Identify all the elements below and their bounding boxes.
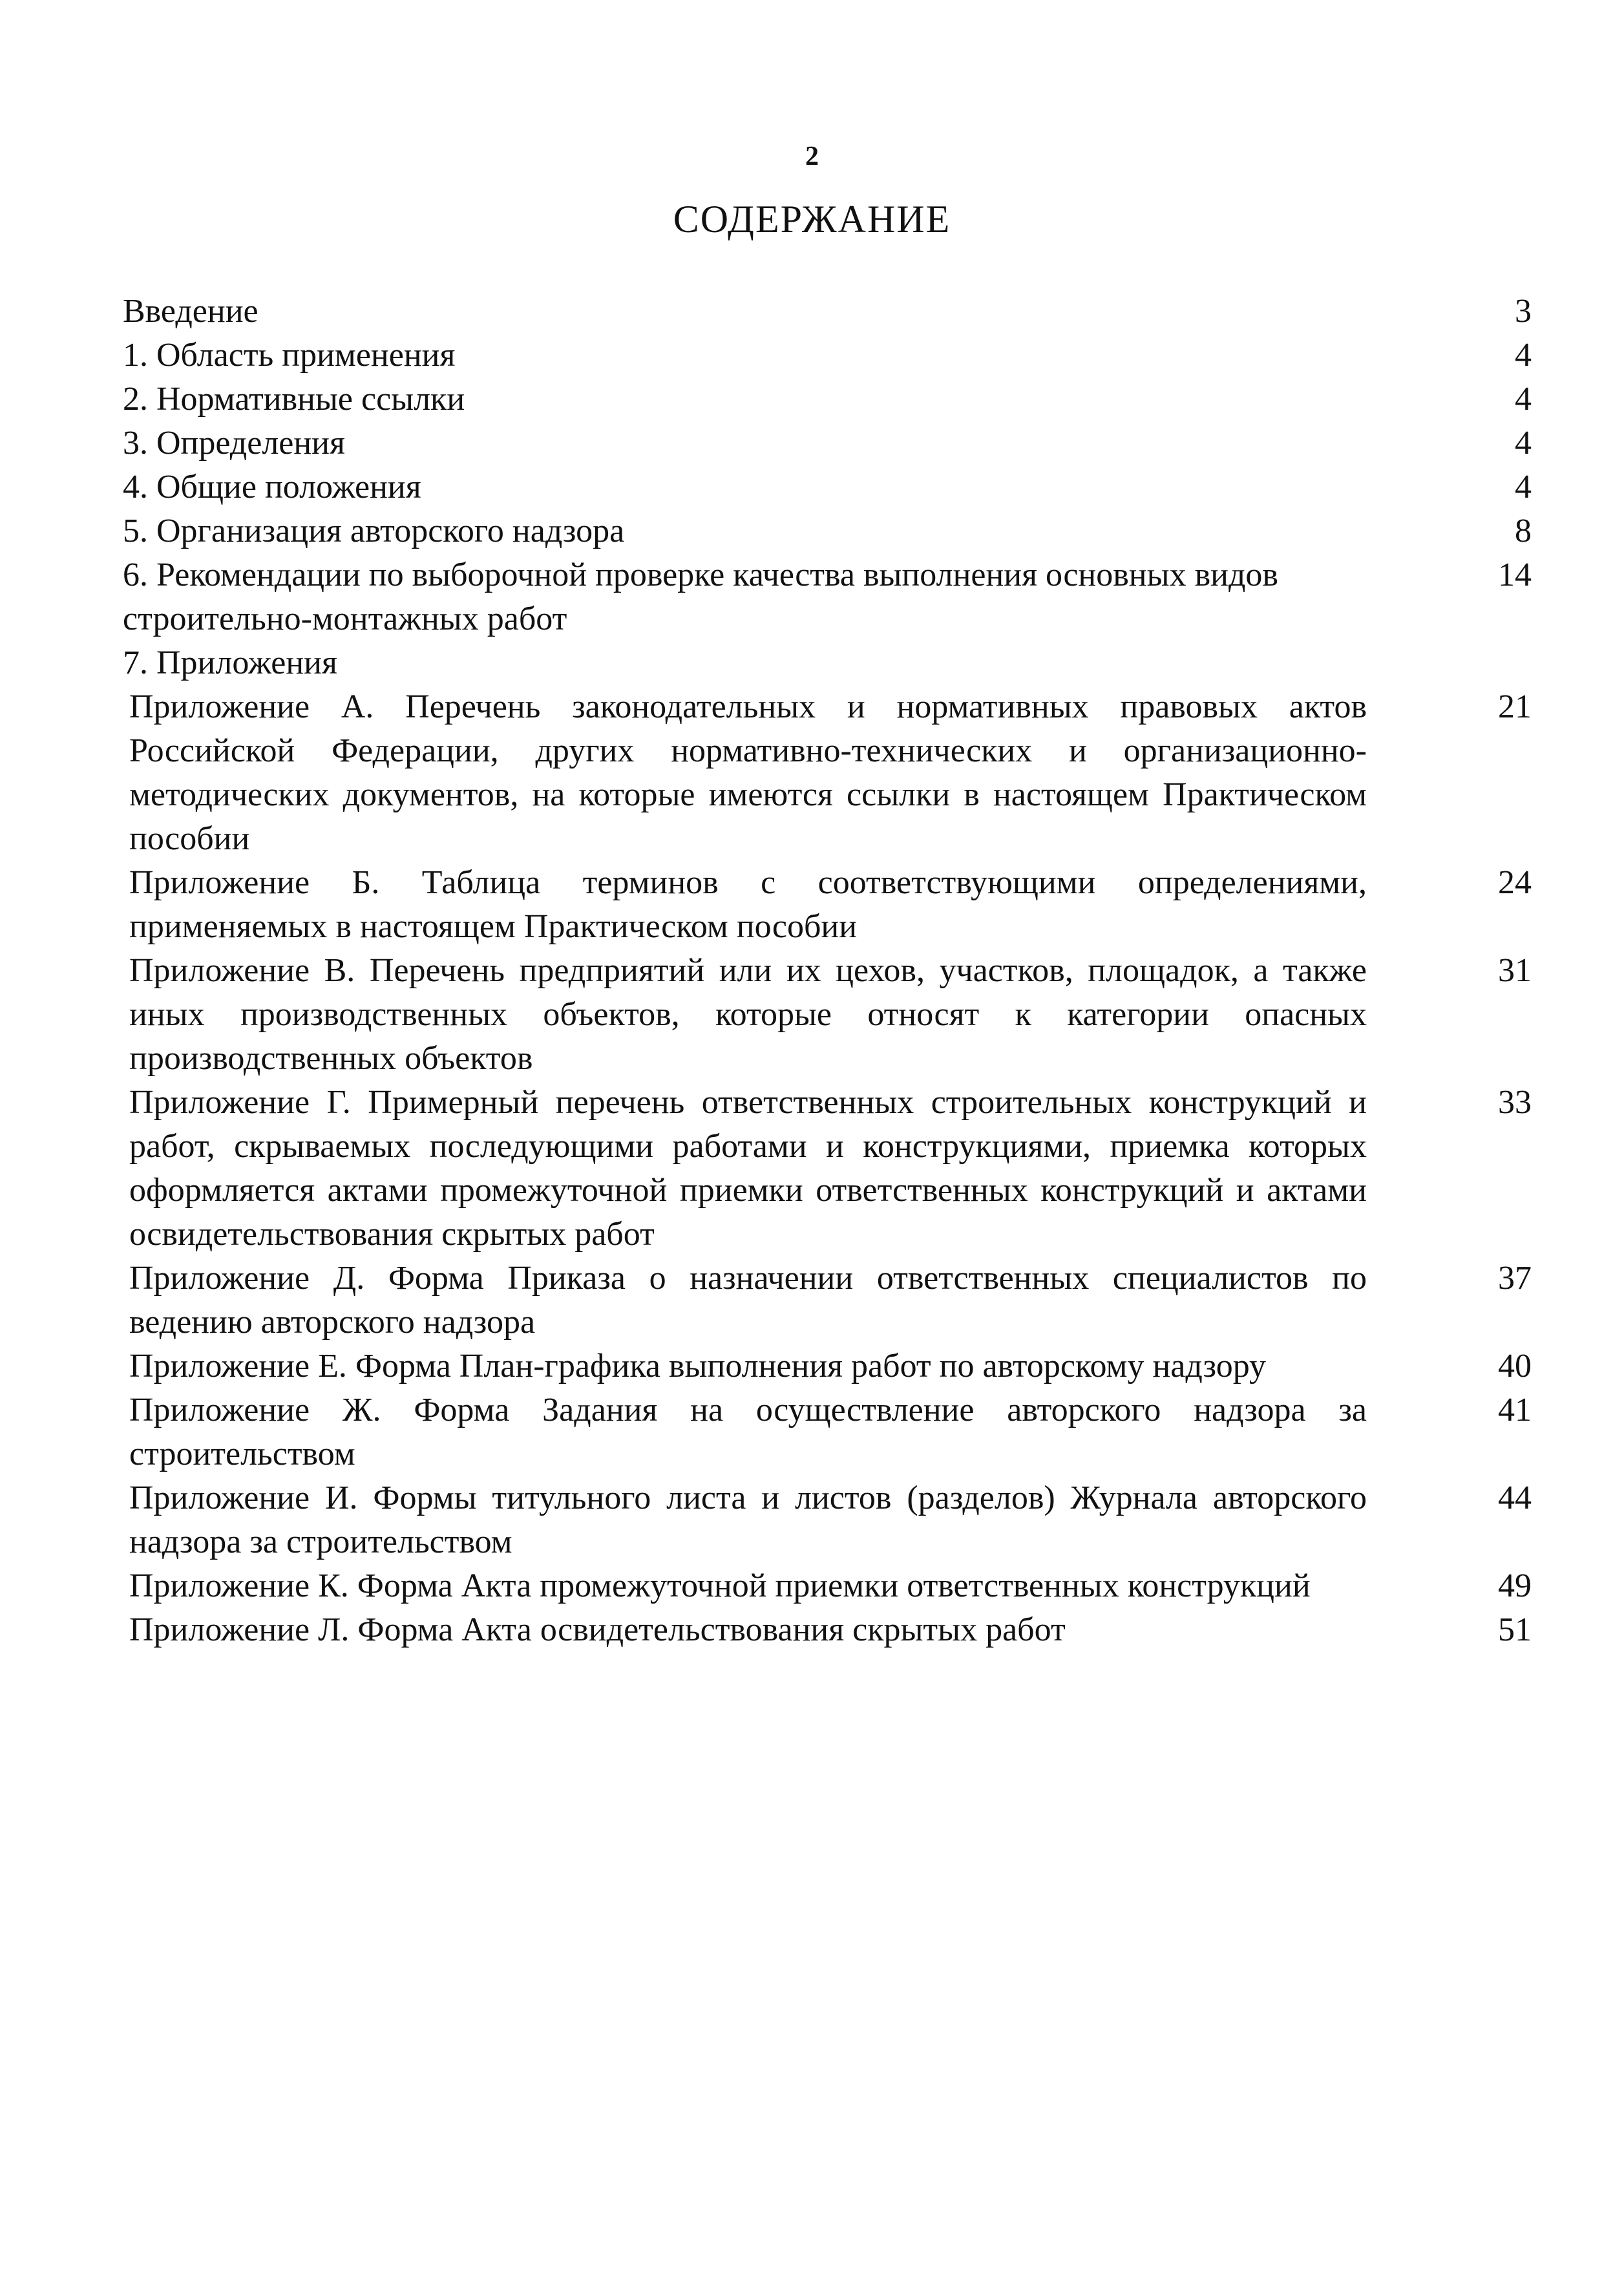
toc-entry-text: 6. Рекомендации по выборочной проверке качества выполнения основных видов строительно-монтажных работ	[123, 557, 1278, 637]
toc-entry-appendix-zh[interactable]	[123, 1388, 1532, 1476]
toc-entry-definitions[interactable]	[123, 421, 1532, 465]
toc-entry-page: 24	[1498, 864, 1532, 901]
page-number: 2	[805, 142, 819, 171]
toc-entry-appendix-v[interactable]	[123, 949, 1532, 1081]
toc-entry-appendix-k[interactable]	[123, 1564, 1532, 1608]
toc-entry-text: 7. Приложения	[123, 644, 337, 681]
toc-entry-page: 37	[1498, 1260, 1532, 1297]
toc-entry-appendices[interactable]	[123, 641, 1532, 685]
page-title: СОДЕРЖАНИЕ	[673, 198, 951, 240]
toc-entry-page: 40	[1498, 1348, 1532, 1385]
toc-entry-text: 3. Определения	[123, 425, 345, 462]
toc-entry-appendix-b[interactable]	[123, 861, 1532, 949]
toc-entry-text: Введение	[123, 293, 258, 330]
toc-entry-text: Приложение Г. Примерный перечень ответственных строительных конструкций и работ, скрываемых последующими работами и конструкциями, приемка которых оформляется актами промежуточной приемки ответственных конструкций и актами освидетельствования скрытых работ	[129, 1084, 1367, 1253]
toc-entry-text: Приложение Л. Форма Акта освидетельствования скрытых работ	[129, 1611, 1066, 1648]
toc-entry-text: Приложение В. Перечень предприятий или их цехов, участков, площадок, а также иных производственных объектов, которые относят к категории опасных производственных объектов	[129, 952, 1367, 1077]
toc-entry-text: 1. Область применения	[123, 337, 456, 374]
toc-entry-page: 3	[1515, 293, 1532, 330]
toc-entry-page: 4	[1515, 381, 1532, 418]
toc-entry-text: Приложение А. Перечень законодательных и нормативных правовых актов Российской Федерации, других нормативно-технических и организационно-методических документов, на которые имеются ссылки в настоящем Практическом пособии	[129, 688, 1367, 857]
toc-entry-page: 31	[1498, 952, 1532, 989]
toc-entry-recommendations[interactable]	[123, 553, 1532, 641]
toc-entry-text: Приложение Б. Таблица терминов с соответствующими определениями, применяемых в настоящем Практическом пособии	[129, 864, 1367, 945]
toc-entry-page: 4	[1515, 425, 1532, 462]
toc-entry-page: 33	[1498, 1084, 1532, 1121]
toc-entry-introduction[interactable]	[123, 290, 1532, 334]
toc-entry-page: 49	[1498, 1567, 1532, 1604]
toc-entry-text: Приложение К. Форма Акта промежуточной приемки ответственных конструкций	[129, 1567, 1311, 1604]
toc-entry-scope[interactable]	[123, 334, 1532, 377]
toc-entry-text: Приложение И. Формы титульного листа и листов (разделов) Журнала авторского надзора за строительством	[129, 1480, 1367, 1560]
toc-entry-appendix-e[interactable]	[123, 1344, 1532, 1388]
toc-entry-page: 14	[1498, 557, 1532, 593]
toc-entry-page: 41	[1498, 1392, 1532, 1428]
toc-entry-text: Приложение Ж. Форма Задания на осуществление авторского надзора за строительством	[129, 1392, 1367, 1472]
toc-entry-text: Приложение Е. Форма План-графика выполнения работ по авторскому надзору	[129, 1348, 1267, 1385]
toc-entry-text: 5. Организация авторского надзора	[123, 513, 625, 549]
toc-entry-supervision-organization[interactable]	[123, 509, 1532, 553]
toc-entry-appendix-l[interactable]	[123, 1608, 1532, 1652]
toc-entry-text: 4. Общие положения	[123, 469, 421, 505]
toc-entry-text: Приложение Д. Форма Приказа о назначении ответственных специалистов по ведению авторского надзора	[129, 1260, 1367, 1341]
toc-entry-text: 2. Нормативные ссылки	[123, 381, 465, 418]
toc-entry-page: 21	[1498, 688, 1532, 725]
toc-entry-appendix-a[interactable]	[123, 685, 1532, 861]
toc-entry-general-provisions[interactable]	[123, 465, 1532, 509]
toc-entry-page: 4	[1515, 337, 1532, 374]
toc-entry-appendix-i[interactable]	[123, 1476, 1532, 1564]
toc-entry-page: 51	[1498, 1611, 1532, 1648]
table-of-contents	[123, 290, 1532, 1652]
toc-entry-appendix-d[interactable]	[123, 1257, 1532, 1344]
toc-entry-appendix-g[interactable]	[123, 1081, 1532, 1257]
toc-entry-page: 4	[1515, 469, 1532, 505]
toc-entry-normative-references[interactable]	[123, 377, 1532, 421]
toc-entry-page: 8	[1515, 513, 1532, 549]
toc-entry-page: 44	[1498, 1480, 1532, 1516]
